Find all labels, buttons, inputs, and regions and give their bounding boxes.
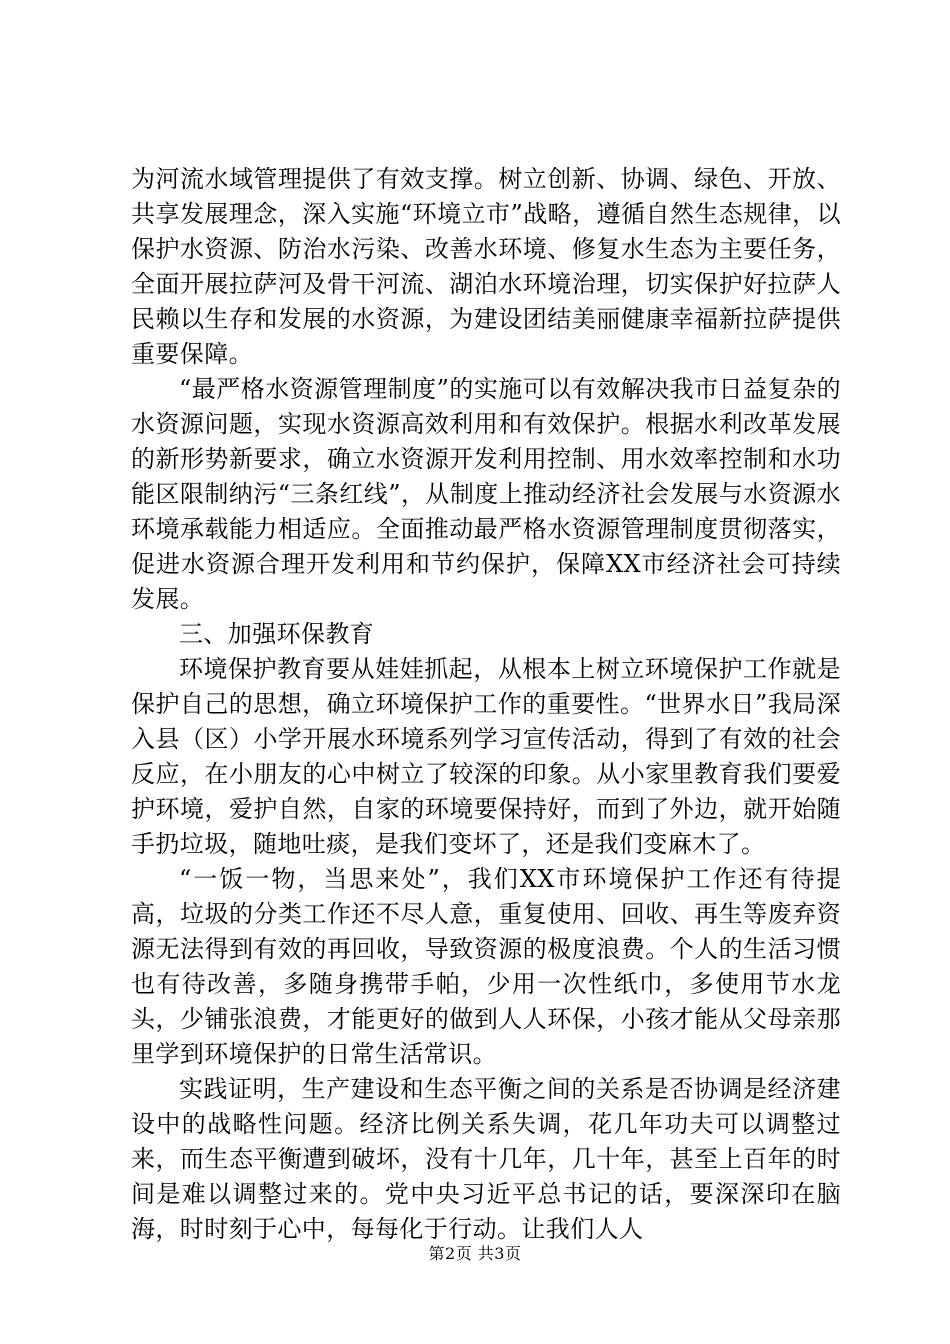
document-body — [131, 162, 841, 1247]
paragraph-ecology: 实践证明，生产建设和生态平衡之间的关系是否协调是经济建设中的战略性问题。经济比例关系失调，花几年功夫可以调整过来，而生态平衡遭到破坏，没有十几年，几十年，甚至上百年的时间是难以调整过来的。党中央习近平总书记的话，要深深印在脑海，时时刻于心中，每每化于行动。让我们人人 — [131, 1075, 841, 1243]
section-heading-environmental-education: 三、加强环保教育 — [179, 620, 375, 648]
paragraph-resources: “一饭一物，当思来处”，我们XX市环境保护工作还有待提高，垃圾的分类工作还不尽人意，重复使用、回收、再生等废弃资源无法得到有效的再回收，导致资源的极度浪费。个人的生活习惯也有待改善，多随身携带手帕，少用一次性纸巾，多使用节水龙头，少铺张浪费，才能更好的做到人人环保，小孩才能从父母亲那里学到环境保护的日常生活常识。 — [131, 865, 841, 1068]
page-number-footer: 第2页 共3页 — [428, 1244, 522, 1263]
paragraph-continuation: 为河流水域管理提供了有效支撑。树立创新、协调、绿色、开放、共享发展理念，深入实施“环境立市”战略，遵循自然生态规律，以保护水资源、防治水污染、改善水环境、修复水生态为主要任务，全面开展拉萨河及骨干河流、湖泊水环境治理，切实保护好拉萨人民赖以生存和发展的水资源，为建设团结美丽健康幸福新拉萨提供重要保障。 — [131, 165, 841, 368]
paragraph-education: 环境保护教育要从娃娃抓起，从根本上树立环境保护工作就是保护自己的思想，确立环境保护工作的重要性。“世界水日”我局深入县（区）小学开展水环境系列学习宣传活动，得到了有效的社会反应，在小朋友的心中树立了较深的印象。从小家里教育我们要爱护环境，爱护自然，自家的环境要保持好，而到了外边，就开始随手扔垃圾，随地吐痰，是我们变坏了，还是我们变麻木了。 — [131, 655, 841, 858]
paragraph-water-management: “最严格水资源管理制度”的实施可以有效解决我市日益复杂的水资源问题，实现水资源高效利用和有效保护。根据水利改革发展的新形势新要求，确立水资源开发利用控制、用水效率控制和水功能区限制纳污“三条红线”，从制度上推动经济社会发展与水资源水环境承载能力相适应。全面推动最严格水资源管理制度贯彻落实，促进水资源合理开发利用和节约保护，保障XX市经济社会可持续发展。 — [131, 375, 841, 613]
